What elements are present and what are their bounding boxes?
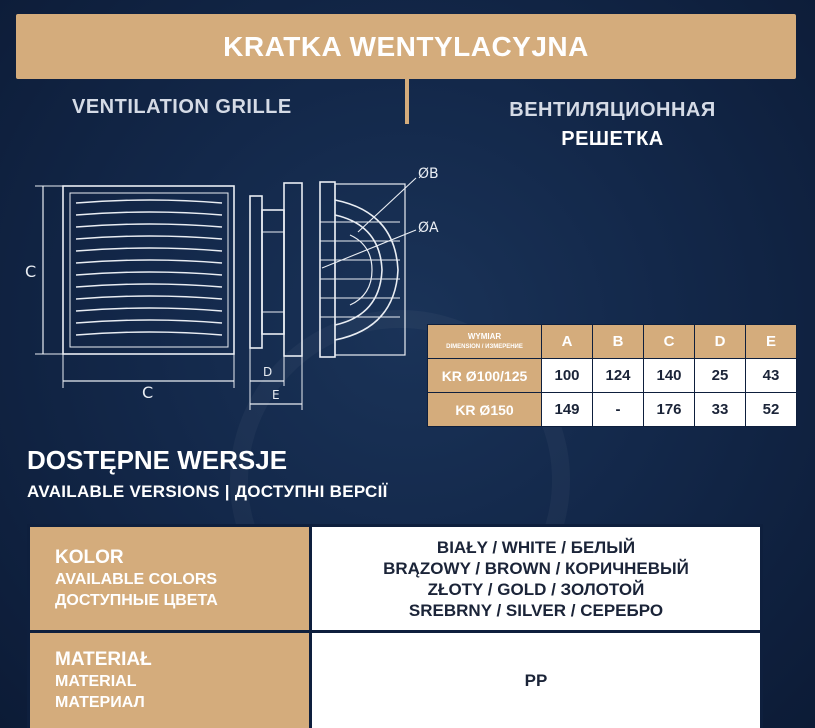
louver-slat <box>76 332 222 335</box>
front-view <box>35 186 234 388</box>
material-label: MATERIAŁ <box>55 648 152 670</box>
column-header-a: A <box>542 325 593 359</box>
table-cell: 149 <box>542 393 593 427</box>
side-view-body <box>262 210 284 334</box>
table-row <box>428 393 797 427</box>
page-title: KRATKA WENTYLACYJNA <box>223 30 589 62</box>
table-cell: 140 <box>644 359 695 393</box>
side-view-back <box>284 183 302 356</box>
table-cell: 52 <box>746 393 797 427</box>
louver-slat <box>76 308 222 311</box>
label-diameter-a: ØA <box>418 220 439 236</box>
louver-slat <box>76 260 222 263</box>
color-label-en: AVAILABLE COLORS <box>55 570 218 588</box>
front-view-frame <box>63 186 234 354</box>
label-e: E <box>272 388 280 402</box>
dimension-table-header <box>428 325 797 359</box>
section-view-slats <box>320 222 400 317</box>
color-label: KOLOR <box>55 546 124 568</box>
dimension-header-label-pl: WYMIAR <box>467 331 502 341</box>
table-row <box>428 359 797 393</box>
color-option: BRĄZOWY / BROWN / КОРИЧНЕВЫЙ <box>383 558 689 578</box>
label-c-vertical: C <box>25 262 37 281</box>
table-cell: 100 <box>542 359 593 393</box>
color-label-ru: ДОСТУПНЫЕ ЦВЕТА <box>55 591 218 609</box>
table-cell: 33 <box>695 393 746 427</box>
color-option: ZŁOTY / GOLD / ЗОЛОТОЙ <box>427 579 645 599</box>
table-cell: 43 <box>746 359 797 393</box>
column-header-d: D <box>695 325 746 359</box>
louver-slat <box>76 296 222 299</box>
table-cell: 124 <box>593 359 644 393</box>
louver-slat <box>76 236 222 239</box>
louver-slat <box>76 224 222 227</box>
louver-slat <box>76 284 222 287</box>
column-header-e: E <box>746 325 797 359</box>
color-option: SREBRNY / SILVER / СЕРЕБРО <box>408 600 664 620</box>
subtitle-english: VENTILATION GRILLE <box>72 96 292 118</box>
color-values-cell <box>311 526 762 632</box>
spec-row-material <box>29 632 762 728</box>
front-view-inner-frame <box>70 193 228 347</box>
versions-title: DOSTĘPNE WERSJE <box>27 445 288 475</box>
column-header-b: B <box>593 325 644 359</box>
section-view <box>320 178 416 357</box>
model-name: KR Ø100/125 <box>428 359 542 393</box>
material-value: PP <box>311 632 762 728</box>
leader-line-a <box>322 230 416 268</box>
label-c-horizontal: C <box>142 383 154 402</box>
section-view-flange <box>320 182 335 357</box>
louver-slat <box>76 320 222 323</box>
louver-slat <box>76 272 222 275</box>
louver-slat <box>76 200 222 203</box>
section-view-frame <box>335 184 405 355</box>
section-view-arc-core <box>350 235 372 305</box>
material-label-en: MATERIAL <box>55 672 137 690</box>
spec-table <box>27 524 763 728</box>
leader-line-b <box>358 178 416 232</box>
louver-slat <box>76 248 222 251</box>
label-d: D <box>263 365 273 379</box>
dimension-table <box>427 324 797 427</box>
color-label-cell <box>29 526 311 632</box>
table-cell: 176 <box>644 393 695 427</box>
label-diameter-b: ØB <box>418 166 439 182</box>
subtitle-russian-line2: РЕШЕТКА <box>561 128 664 150</box>
dimension-header-label-sub: DIMENSION / ИЗМЕРЕНИЕ <box>446 343 523 350</box>
front-view-louvers <box>76 200 222 335</box>
side-view <box>250 183 302 410</box>
spec-row-color <box>29 526 762 632</box>
material-label-cell <box>29 632 311 728</box>
side-view-flange <box>250 196 262 348</box>
table-cell: - <box>593 393 644 427</box>
dimension-header-label <box>428 325 542 359</box>
column-header-c: C <box>644 325 695 359</box>
model-name: KR Ø150 <box>428 393 542 427</box>
section-view-arc-outer <box>335 200 398 340</box>
versions-subtitle: AVAILABLE VERSIONS | ДОСТУПНІ ВЕРСІЇ <box>27 482 388 501</box>
color-option: BIAŁY / WHITE / БЕЛЫЙ <box>436 537 636 557</box>
louver-slat <box>76 212 222 215</box>
table-cell: 25 <box>695 359 746 393</box>
material-label-ru: МАТЕРИАЛ <box>55 693 145 711</box>
subtitle-russian-line1: ВЕНТИЛЯЦИОННАЯ <box>509 99 716 121</box>
